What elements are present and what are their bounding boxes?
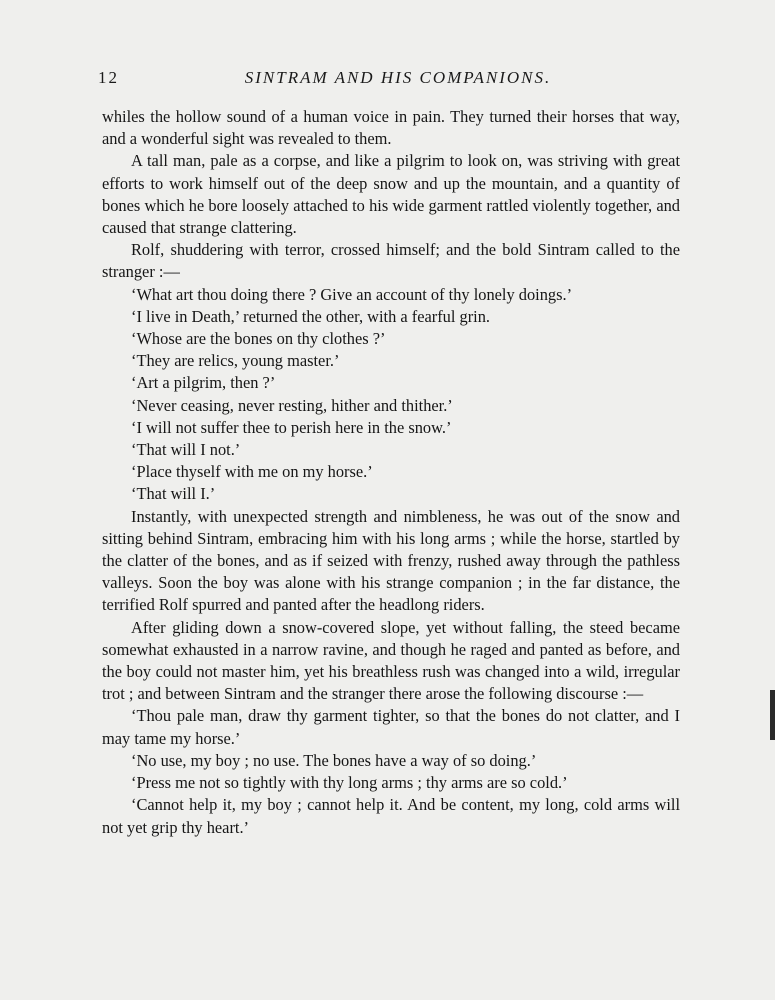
paragraph: Rolf, shuddering with terror, crossed himself; and the bold Sintram called to the stranger :— [102, 240, 680, 282]
dialogue-line: ‘Press me not so tightly with thy long arms ; thy arms are so cold.’ [131, 773, 568, 793]
body-text [102, 106, 680, 839]
dialogue-line: ‘No use, my boy ; no use. The bones have a way of so doing.’ [131, 750, 537, 770]
paragraph: After gliding down a snow-covered slope, yet without falling, the steed became somewhat exhausted in a narrow ravine, and though he raged and panted as before, and the boy could not master him, yet his breathless rush was changed into a wild, irregular trot ; and between Sintram and the stranger there arose the following discourse :— [102, 617, 680, 704]
paragraph: A tall man, pale as a corpse, and like a pilgrim to look on, was striving with great efforts to work himself out of the deep snow and up the mountain, and a quantity of bones which he bore loosely attached to his wide garment rattled violently together, and caused that strange clattering. [102, 151, 680, 238]
dialogue-line: ‘Art a pilgrim, then ?’ [131, 373, 276, 393]
page-edge-shadow [770, 690, 775, 740]
dialogue-line: ‘They are relics, young master.’ [131, 351, 340, 371]
dialogue-line: ‘Thou pale man, draw thy garment tighter, so that the bones do not clatter, and I may tame my horse.’ [102, 706, 680, 748]
page-number: 12 [98, 68, 119, 87]
dialogue-line: ‘I live in Death,’ returned the other, with a fearful grin. [131, 306, 491, 326]
dialogue-line: ‘That will I.’ [131, 484, 216, 504]
running-title: SINTRAM AND HIS COMPANIONS. [244, 68, 552, 87]
paragraph: Instantly, with unexpected strength and nimbleness, he was out of the snow and sitting behind Sintram, embracing him with his long arms ; while the horse, startled by the clatter of the bones, and as if seized with frenzy, rushed away through the pathless valleys. Soon the boy was alone with his strange companion ; in the far distance, the terrified Rolf spurred and panted after the headlong riders. [102, 506, 680, 615]
dialogue-line: ‘What art thou doing there ? Give an account of thy lonely doings.’ [131, 284, 573, 304]
dialogue-line: ‘Place thyself with me on my horse.’ [131, 462, 373, 482]
dialogue-line: ‘I will not suffer thee to perish here in the snow.’ [131, 417, 452, 437]
dialogue-line: ‘That will I not.’ [131, 440, 241, 460]
dialogue-line: ‘Cannot help it, my boy ; cannot help it. And be content, my long, cold arms will not yet grip thy heart.’ [102, 795, 680, 837]
paragraph: whiles the hollow sound of a human voice in pain. They turned their horses that way, and a wonderful sight was revealed to them. [102, 107, 680, 149]
dialogue-line: ‘Whose are the bones on thy clothes ?’ [131, 329, 386, 349]
page-header [98, 68, 698, 92]
dialogue-line: ‘Never ceasing, never resting, hither and thither.’ [131, 395, 453, 415]
